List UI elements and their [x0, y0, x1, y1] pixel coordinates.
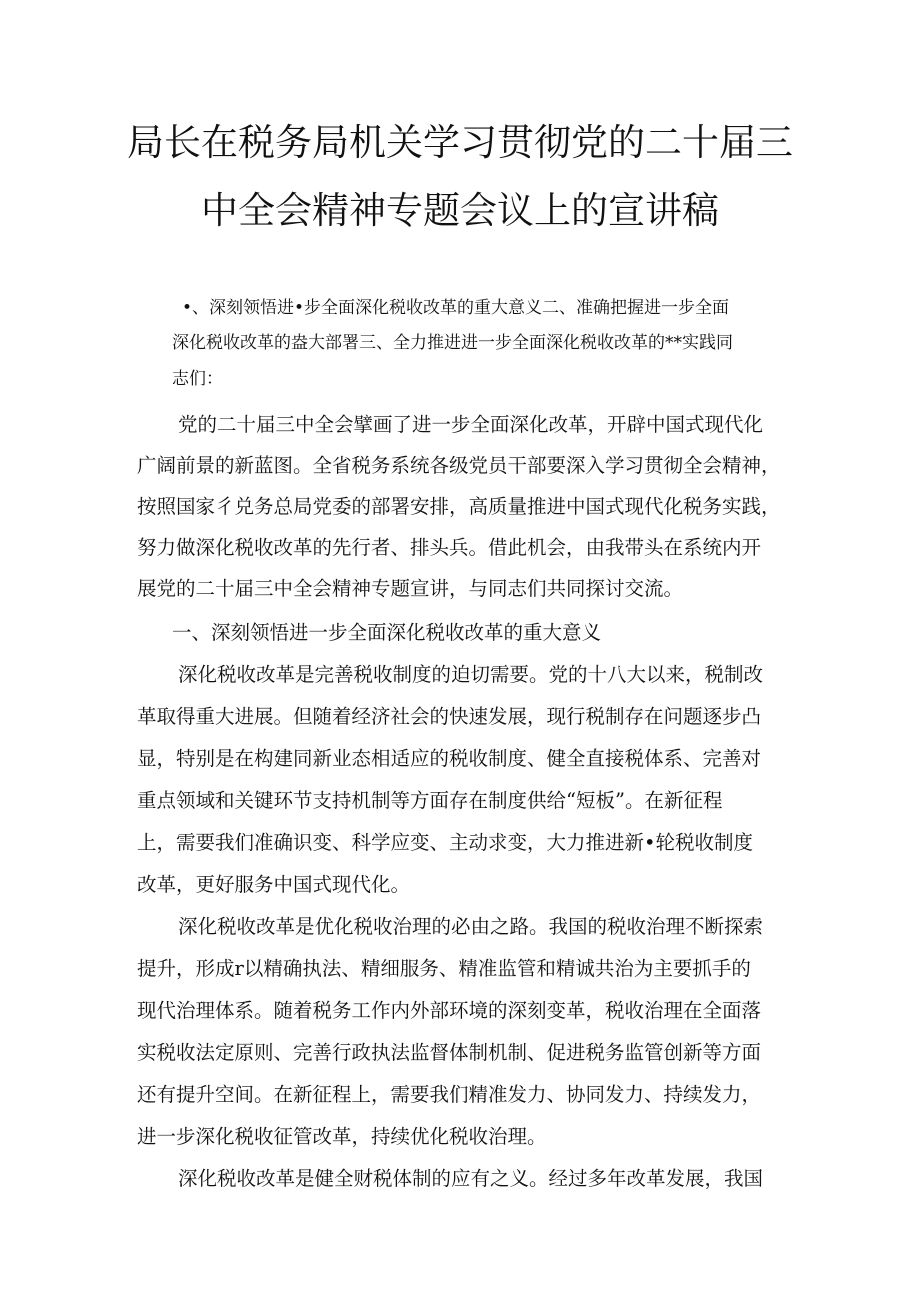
body-line: 现代治理体系。随着税务工作内外部环境的深刻变革，税收治理在全面落 [137, 999, 762, 1022]
body-line: 重点领域和关键环节支持机制等方面存在制度供给“短板”。在新征程 [137, 789, 723, 812]
body-line: 上，需要我们准确识变、科学应变、主动求变，大力推进新•轮税收制度 [137, 831, 754, 854]
document-title-line-2: 中全会精神专题会议上的宣讲稿 [201, 189, 719, 232]
section-heading: 一、深刻领悟进一步全面深化税收改革的重大意义 [172, 621, 602, 644]
body-line: 展党的二十届三中全会精神专题宣讲，与同志们共同探讨交流。 [137, 577, 684, 600]
outline-line: 深化税收改革的盎大部署三、全力推进进一步全面深化税收改革的**实践同 [172, 333, 733, 353]
body-line: 广阔前景的新蓝图。全省税务系统各级党员干部要深入学习贯彻全会精神， [137, 454, 781, 477]
outline-line: •、深刻领悟进•步全面深化税收改革的重大意义二、准确把握进一步全面 [182, 298, 730, 318]
body-line: 深化税收改革是健全财税体制的应有之义。经过多年改革发展，我国 [178, 1167, 764, 1190]
body-line: 党的二十届三中全会擘画了进一步全面深化改革，开辟中国式现代化 [178, 413, 764, 436]
body-line: 提升，形成r以精确执法、精细服务、精准监管和精诚共治为主要抓手的 [137, 957, 751, 980]
body-line: 改革，更好服务中国式现代化。 [137, 873, 411, 896]
body-line: 努力做深化税收改革的先行者、排头兵。借此机会，由我带头在系统内开 [137, 536, 762, 559]
body-line: 进一步深化税收征管改革，持续优化税收治理。 [137, 1125, 547, 1148]
body-line: 还有提升空间。在新征程上，需要我们精准发力、协同发力、持续发力， [137, 1083, 762, 1106]
body-line: 显，特别是在构建同新业态相适应的税收制度、健全直接税体系、完善对 [137, 747, 762, 770]
document-title-line-1: 局长在税务局机关学习贯彻党的二十届三 [127, 121, 793, 164]
body-line: 实税收法定原则、完善行政执法监督体制机制、促进税务监管创新等方面 [137, 1041, 762, 1064]
body-line: 革取得重大进展。但随着经济社会的快速发展，现行税制存在问题逐步凸 [137, 705, 762, 728]
body-line: 按照国家彳兑务总局党委的部署安排，高质量推进中国式现代化税务实践， [137, 495, 781, 518]
body-line: 深化税收改革是完善税收制度的迫切需要。党的十八大以来，税制改 [178, 663, 764, 686]
body-line: 深化税收改革是优化税收治理的必由之路。我国的税收治理不断探索 [178, 915, 764, 938]
outline-line: 志们： [172, 369, 223, 389]
